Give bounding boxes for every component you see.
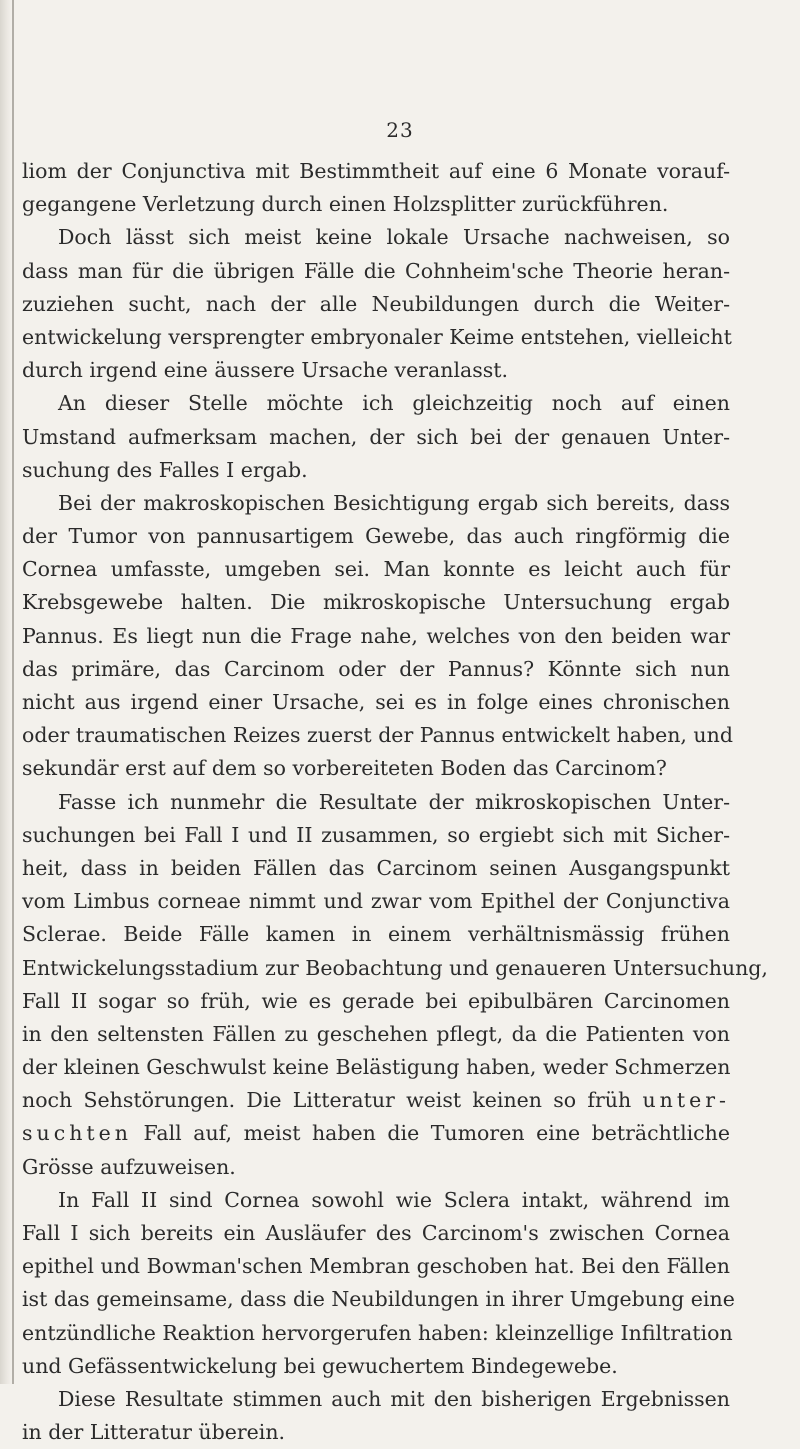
text-line: In Fall II sind Cornea sowohl wie Sclera intakt, während im [58,1187,730,1212]
text-line: epithel und Bowman'schen Membran geschoben hat. Bei den Fällen [22,1254,730,1279]
text-line: heit, dass in beiden Fällen das Carcinom seinen Ausgangspunkt [22,855,730,880]
text-line: Entwickelungsstadium zur Beobachtung und genaueren Untersuchung, [22,955,768,980]
text-line: entzündliche Reaktion hervorgerufen haben: kleinzellige Infiltration [22,1320,733,1345]
text-line: in den seltensten Fällen zu geschehen pflegt, da die Patienten von [22,1021,730,1046]
text-line: sekundär erst auf dem so vorbereiteten Boden das Carcinom? [22,756,667,781]
text-line: durch irgend eine äussere Ursache veranlasst. [22,358,509,383]
text-line: Cornea umfasste, umgeben sei. Man konnte es leicht auch für [22,557,730,582]
text-line: vom Limbus corneae nimmt und zwar vom Epithel der Conjunctiva [22,889,730,914]
text-line: Pannus. Es liegt nun die Frage nahe, welches von den beiden war [22,623,730,648]
text-line: Umstand aufmerksam machen, der sich bei der genauen Unter- [22,424,730,449]
text-line: ist das gemeinsame, dass die Neubildungen in ihrer Umgebung eine [22,1287,735,1312]
text-line: nicht aus irgend einer Ursache, sei es in folge eines chronischen [22,690,730,714]
page-number: 23 [386,118,414,142]
text-line [22,1117,730,1150]
text-line: Fall I sich bereits ein Ausläufer des Carcinom's zwischen Cornea [22,1221,730,1245]
text-line: Bei der makroskopischen Besichtigung ergab sich bereits, dass [58,490,730,515]
text-line: Grösse aufzuweisen. [22,1154,236,1179]
book-gutter [0,0,12,1384]
text-line: Fasse ich nunmehr die Resultate der mikroskopischen Unter- [58,789,730,814]
text-segment: Fall auf, meist haben die Tumoren eine beträchtliche [143,1121,730,1146]
text-line [22,1084,730,1117]
binding-edge [12,0,14,1384]
text-line: der kleinen Geschwulst keine Belästigung haben, weder Schmerzen [22,1055,731,1080]
text-line: An dieser Stelle möchte ich gleichzeitig noch auf einen [58,391,730,416]
text-line: entwickelung versprengter embryonaler Keime entstehen, vielleicht [22,324,732,349]
text-line: gegangene Verletzung durch einen Holzsplitter zurückführen. [22,192,669,217]
text-line: dass man für die übrigen Fälle die Cohnheim'sche Theorie heran- [22,258,730,283]
text-line: Krebsgewebe halten. Die mikroskopische Untersuchung ergab [22,590,730,615]
text-line: suchung des Falles I ergab. [22,457,308,482]
text-line: in der Litteratur überein. [22,1420,286,1445]
text-line: Doch lässt sich meist keine lokale Ursache nachweisen, so [58,225,730,250]
text-line: Fall II sogar so früh, wie es gerade bei epibulbären Carcinomen [22,988,730,1013]
text-line: das primäre, das Carcinom oder der Pannus? Könnte sich nun [22,656,730,681]
text-line: der Tumor von pannusartigem Gewebe, das auch ringförmig die [22,524,730,549]
text-segment: noch Sehstörungen. Die Litteratur weist keinen so früh [22,1088,632,1113]
text-line: Diese Resultate stimmen auch mit den bisherigen Ergebnissen [58,1386,730,1411]
text-line: und Gefässentwickelung bei gewuchertem Bindegewebe. [22,1353,618,1378]
text-line: Sclerae. Beide Fälle kamen in einem verhältnismässig frühen [22,922,730,947]
text-line: liom der Conjunctiva mit Bestimmtheit auf eine 6 Monate vorauf- [22,159,730,183]
spaced-word: unter- [642,1088,730,1113]
spaced-word: suchten [22,1121,132,1146]
text-line: suchungen bei Fall I und II zusammen, so ergiebt sich mit Sicher- [22,822,730,847]
text-line: zuziehen sucht, nach der alle Neubildungen durch die Weiter- [22,291,730,316]
body-text [22,155,768,1449]
text-line: oder traumatischen Reizes zuerst der Pannus entwickelt haben, und [22,723,733,748]
